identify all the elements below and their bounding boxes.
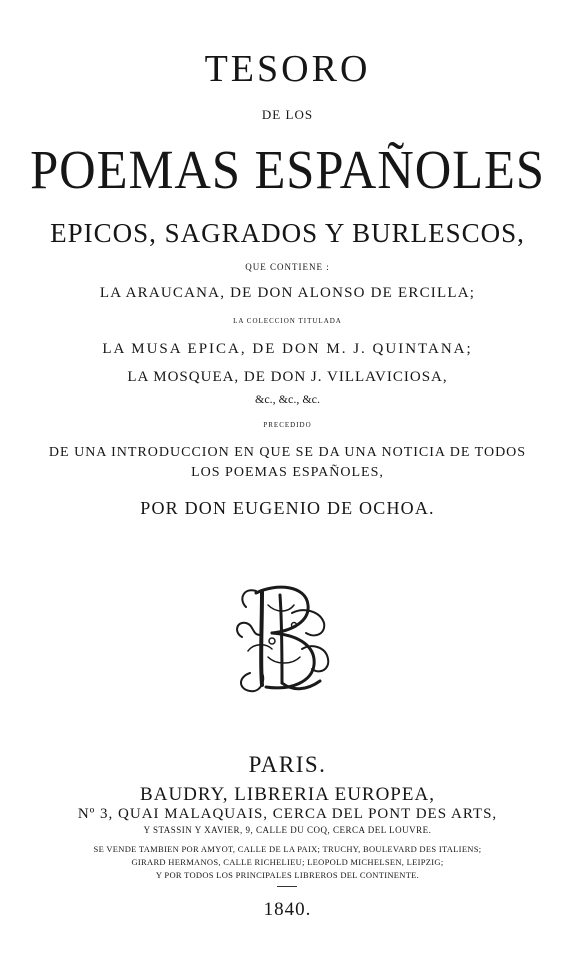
imprint-year: 1840. [263, 899, 312, 920]
imprint-city: PARIS. [248, 752, 327, 777]
precedido-label: PRECEDIDO [263, 421, 312, 429]
bl-monogram-icon [232, 577, 336, 699]
title-top: TESORO [204, 48, 371, 90]
main-title: POEMAS ESPAÑOLES [30, 139, 545, 200]
imprint-address-2: Y STASSIN Y XAVIER, 9, CALLE DU COQ, CERCA DEL LOUVRE. [143, 825, 432, 835]
imprint-publisher: BAUDRY, LIBRERIA EUROPEA, [140, 784, 435, 805]
introduction-line-1: DE UNA INTRODUCCION EN QUE SE DA UNA NOTICIA DE TODOS [48, 445, 527, 460]
work-musa-epica: LA MUSA EPICA, DE DON M. J. QUINTANA; [102, 341, 473, 357]
subtitle: EPICOS, SAGRADOS Y BURLESCOS, [50, 218, 525, 248]
divider-rule [277, 886, 297, 887]
imprint-address: Nº 3, QUAI MALAQUAIS, CERCA DEL PONT DES ARTS, [77, 806, 498, 822]
imprint-sellers-2: GIRARD HERMANOS, CALLE RICHELIEU; LEOPOLD MICHELSEN, LEIPZIG; [131, 857, 444, 867]
introduction-line-2: LOS POEMAS ESPAÑOLES, [191, 465, 384, 480]
etc-line: &c., &c., &c. [255, 392, 320, 406]
imprint-sellers-1: SE VENDE TAMBIEN POR AMYOT, CALLE DE LA PAIX; TRUCHY, BOULEVARD DES ITALIENS; [93, 844, 482, 854]
imprint-sellers-3: Y POR TODOS LOS PRINCIPALES LIBREROS DEL CONTINENTE. [155, 870, 420, 880]
work-araucana: LA ARAUCANA, DE DON ALONSO DE ERCILLA; [99, 285, 476, 301]
que-contiene-label: QUE CONTIENE : [245, 262, 330, 272]
coleccion-label: LA COLECCION TITULADA [233, 317, 342, 325]
work-mosquea: LA MOSQUEA, DE DON J. VILLAVICIOSA, [127, 369, 448, 385]
author-line: POR DON EUGENIO DE OCHOA. [140, 498, 435, 518]
title-de-los: DE LOS [261, 107, 314, 122]
